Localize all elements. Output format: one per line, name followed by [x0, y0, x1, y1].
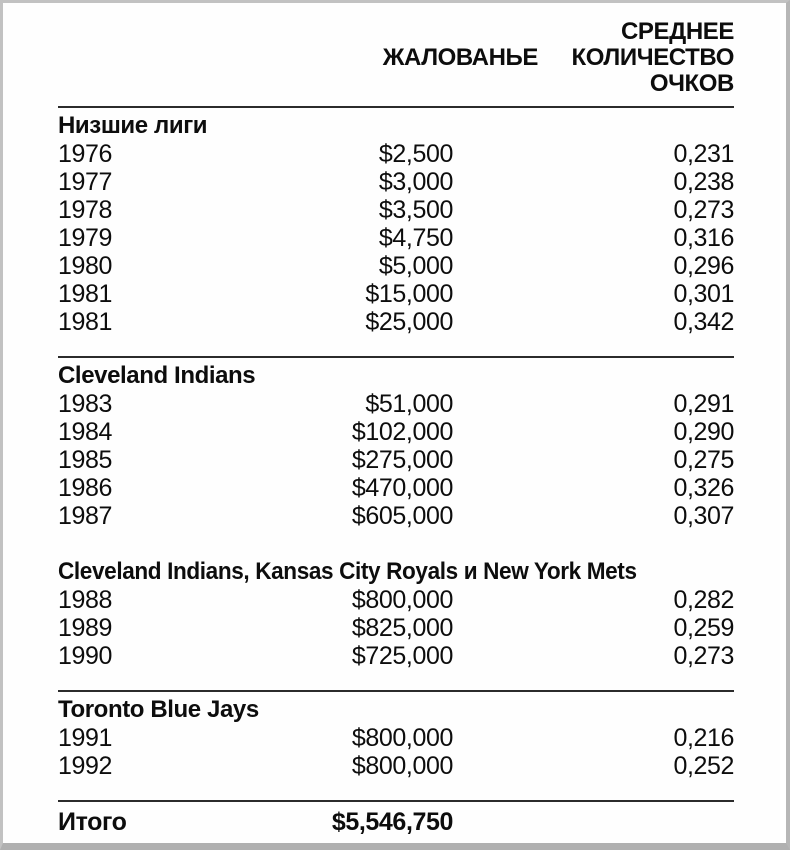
year-cell: 1977 [58, 168, 113, 196]
salary-column-header: ЖАЛОВАНЬЕ [382, 44, 538, 71]
salary-cell: $605,000 [351, 502, 453, 530]
section-title: Toronto Blue Jays [58, 696, 259, 723]
table-row [58, 502, 734, 530]
salary-cell: $800,000 [351, 752, 453, 780]
average-cell: 0,296 [673, 252, 734, 280]
salary-cell: $3,000 [378, 168, 453, 196]
average-cell: 0,259 [673, 614, 734, 642]
average-cell: 0,273 [673, 642, 734, 670]
salary-cell: $470,000 [351, 474, 453, 502]
average-cell: 0,326 [673, 474, 734, 502]
section-title: Низшие лиги [58, 112, 208, 139]
table-row [58, 614, 734, 642]
horizontal-rule [58, 690, 734, 692]
average-cell: 0,238 [673, 168, 734, 196]
salary-cell: $725,000 [351, 642, 453, 670]
table-row [58, 168, 734, 196]
table-row [58, 252, 734, 280]
average-cell: 0,316 [673, 224, 734, 252]
average-header-line-2: КОЛИЧЕСТВО [571, 44, 734, 71]
table-row [58, 642, 734, 670]
average-column-header [538, 19, 734, 97]
table-row [58, 586, 734, 614]
year-cell: 1978 [58, 196, 113, 224]
year-cell: 1992 [58, 752, 113, 780]
horizontal-rule [58, 800, 734, 802]
year-cell: 1987 [58, 502, 113, 530]
year-cell: 1981 [58, 308, 113, 336]
total-label: Итого [58, 808, 127, 836]
table-row [58, 224, 734, 252]
year-cell: 1989 [58, 614, 113, 642]
section-title: Cleveland Indians [58, 362, 256, 389]
salary-cell: $25,000 [365, 308, 453, 336]
table-row [58, 308, 734, 336]
salary-cell: $825,000 [351, 614, 453, 642]
year-cell: 1981 [58, 280, 113, 308]
year-cell: 1985 [58, 446, 113, 474]
horizontal-rule [58, 356, 734, 358]
table-column-headers [58, 19, 734, 97]
table-row [58, 418, 734, 446]
year-cell: 1979 [58, 224, 113, 252]
average-header-line-1: СРЕДНЕЕ [621, 18, 734, 45]
average-cell: 0,216 [673, 724, 734, 752]
salary-cell: $800,000 [351, 724, 453, 752]
year-cell: 1988 [58, 586, 113, 614]
salary-cell: $4,750 [378, 224, 453, 252]
table-row [58, 724, 734, 752]
table-row [58, 390, 734, 418]
salary-cell: $800,000 [351, 586, 453, 614]
year-cell: 1976 [58, 140, 113, 168]
average-cell: 0,231 [673, 140, 734, 168]
section-toronto-blue-jays [58, 696, 734, 780]
salary-cell: $3,500 [378, 196, 453, 224]
average-cell: 0,301 [673, 280, 734, 308]
total-average-cell-empty [453, 808, 734, 836]
table-row [58, 196, 734, 224]
salary-cell: $51,000 [365, 390, 453, 418]
average-cell: 0,275 [673, 446, 734, 474]
average-cell: 0,273 [673, 196, 734, 224]
year-cell: 1990 [58, 642, 113, 670]
salary-cell: $275,000 [351, 446, 453, 474]
section-minor-leagues [58, 112, 734, 336]
total-row [58, 808, 734, 836]
section-title-text: Cleveland Indians, Kansas City Royals и New York Mets [58, 558, 637, 585]
year-cell: 1980 [58, 252, 113, 280]
year-cell: 1984 [58, 418, 113, 446]
total-salary-value: $5,546,750 [331, 808, 453, 836]
salary-cell: $5,000 [378, 252, 453, 280]
year-cell: 1983 [58, 390, 113, 418]
average-cell: 0,307 [673, 502, 734, 530]
average-cell: 0,290 [673, 418, 734, 446]
year-cell: 1991 [58, 724, 113, 752]
salary-cell: $2,500 [378, 140, 453, 168]
table-row [58, 474, 734, 502]
section-cleveland-indians [58, 362, 734, 530]
salary-cell: $15,000 [365, 280, 453, 308]
average-cell: 0,282 [673, 586, 734, 614]
section-three-teams [58, 558, 734, 670]
table-row [58, 446, 734, 474]
average-header-line-3: ОЧКОВ [649, 70, 734, 97]
year-cell: 1986 [58, 474, 113, 502]
average-cell: 0,291 [673, 390, 734, 418]
horizontal-rule [58, 106, 734, 108]
table-row [58, 752, 734, 780]
average-cell: 0,342 [673, 308, 734, 336]
average-cell: 0,252 [673, 752, 734, 780]
salary-cell: $102,000 [351, 418, 453, 446]
table-row [58, 140, 734, 168]
table-row [58, 280, 734, 308]
section-title [58, 558, 734, 586]
